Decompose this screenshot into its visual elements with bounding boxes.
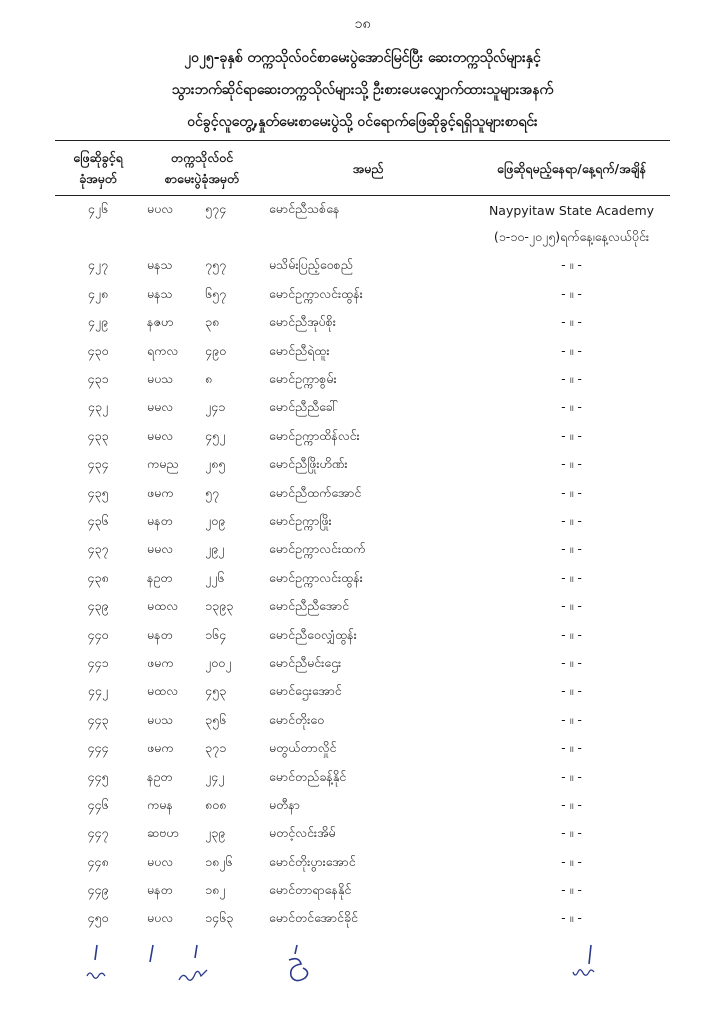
table-row	[55, 650, 670, 678]
exam-prefix-cell: ဖမက	[147, 740, 174, 756]
table-row	[55, 395, 670, 423]
document-title	[60, 42, 665, 138]
exam-number-cell: ၂၀၀၂	[205, 654, 232, 670]
exam-number-cell: ၂၉၂	[205, 541, 225, 557]
exam-prefix-cell: မပလ	[147, 853, 173, 869]
venue-cell: - ။ -	[561, 796, 582, 812]
exam-prefix-cell: မမလ	[147, 541, 174, 557]
table-row	[55, 679, 670, 707]
venue-cell: - ။ -	[561, 825, 582, 841]
title-line-2: သွားဘက်ဆိုင်ရာဆေးတက္ကသိုလ်များသို့ ဦးစားပေးလျှောက်ထားသူများအနက်	[171, 82, 554, 98]
exam-number-cell: ၂၃၉	[205, 825, 226, 841]
exam-prefix-cell: နဥတ	[147, 569, 173, 585]
venue-cell: - ။ -	[561, 768, 582, 784]
table-row	[55, 366, 670, 394]
seat-number-cell: ၄၄၈	[87, 853, 109, 869]
venue-cell: - ။ -	[561, 371, 582, 387]
exam-prefix-cell: ဆဗဟ	[147, 825, 179, 841]
seat-number-cell: ၄၄၄	[87, 740, 109, 756]
candidate-name-cell: မောင်ညီညီခေါ်	[269, 399, 339, 415]
table-row	[55, 310, 670, 338]
table-row	[55, 196, 670, 225]
venue-cell: - ။ -	[561, 626, 582, 642]
table-row	[55, 735, 670, 763]
table-row	[55, 281, 670, 309]
venue-cell: - ။ -	[561, 853, 582, 869]
venue-cell: - ။ -	[561, 569, 582, 585]
table-row	[55, 224, 670, 252]
seat-number-cell: ၄၂၆	[87, 200, 109, 216]
candidate-name-cell: မောင်တိုးဝေ	[269, 711, 325, 727]
venue-cell: (၁-၁၀-၂၀၂၅)ရက်နေ့၊နေ့လယ်ပိုင်း	[493, 229, 650, 245]
table-row	[55, 537, 670, 565]
seat-number-cell: ၄၄၂	[87, 683, 109, 699]
venue-cell: - ။ -	[561, 882, 582, 898]
venue-cell: - ။ -	[561, 598, 582, 614]
venue-cell: Naypyitaw State Academy	[488, 202, 655, 218]
venue-cell: - ။ -	[561, 512, 582, 528]
candidate-name-cell: မောင်တိုးပွားအောင်	[269, 853, 356, 869]
title-line-1: ၂၀၂၅-ခုနှစ် တက္ကသိုလ်ဝင်စာမေးပွဲအောင်မြင်ပြီး ဆေးတက္ကသိုလ်များနှင့်	[184, 50, 541, 66]
seat-number-cell: ၄၄၆	[87, 796, 109, 812]
initial-mark-1	[77, 942, 117, 988]
venue-cell: - ။ -	[561, 285, 582, 301]
exam-number-cell: ၁၆၄	[205, 626, 227, 642]
candidate-name-cell: မတီနာ	[269, 796, 300, 812]
seat-number-cell: ၄၃၃	[87, 427, 109, 443]
seat-number-cell: ၄၅၀	[87, 910, 109, 926]
exam-prefix-cell: ကမည	[147, 456, 179, 472]
candidate-name-cell: မောင်ဥက္ကာစွမ်း	[269, 371, 337, 387]
venue-cell: - ။ -	[561, 342, 582, 358]
candidate-name-cell: မောင်ညီညီအောင်	[269, 598, 350, 614]
table-row	[55, 764, 670, 792]
candidate-name-cell: မောင်ညီသစ်နေ	[269, 200, 340, 216]
candidate-name-cell: မောင်ဥက္ကာလင်းထွန်း	[269, 285, 363, 301]
exam-number-cell: ၇၅၇	[205, 257, 227, 273]
exam-number-cell: ၁၃၉၃	[205, 598, 234, 614]
exam-prefix-cell: မနသ	[147, 257, 173, 273]
exam-number-cell: ၃၈	[205, 314, 220, 330]
exam-prefix-cell: နဥတ	[147, 768, 173, 784]
exam-number-cell: ၁၈၂၆	[205, 853, 233, 869]
exam-number-cell: ၃၇၁	[205, 740, 227, 756]
venue-cell: - ။ -	[561, 711, 582, 727]
venue-cell: - ။ -	[561, 740, 582, 756]
seat-number-cell: ၄၄၀	[87, 626, 109, 642]
seat-number-cell	[55, 224, 141, 252]
candidate-name-cell: မောင်ညီထက်အောင်	[269, 484, 362, 500]
exam-prefix-cell: ဖမက	[147, 654, 174, 670]
exam-number-cell: ၆၅၇	[205, 285, 227, 301]
candidate-name-cell: မောင်တင်အောင်ခိုင်	[269, 910, 358, 926]
exam-number-cell: ၁၈၂	[205, 882, 226, 898]
venue-cell: - ။ -	[561, 541, 582, 557]
candidate-name-cell: မောင်တည်ခန့်နိုင်	[269, 768, 347, 784]
venue-cell: - ။ -	[561, 910, 582, 926]
candidate-name-cell: မောင်ညီဝေလျှံထွန်း	[269, 626, 357, 642]
initial-mark-3	[173, 942, 213, 988]
exam-number-cell: ၂၂၆	[205, 569, 225, 585]
seat-number-cell: ၄၃၄	[87, 456, 109, 472]
exam-prefix-cell	[141, 224, 191, 252]
table-row	[55, 906, 670, 934]
seat-number-cell: ၄၃၈	[87, 569, 109, 585]
exam-number-cell: ၄၅၂	[205, 427, 226, 443]
table-row	[55, 792, 670, 820]
exam-prefix-cell: မမလ	[147, 399, 174, 415]
exam-number-cell: ၂၄၁	[205, 399, 226, 415]
exam-number-cell: ၄၉၀	[205, 342, 227, 358]
table-row	[55, 423, 670, 451]
table-row	[55, 849, 670, 877]
exam-prefix-cell: ဖမက	[147, 484, 174, 500]
venue-cell: - ။ -	[561, 427, 582, 443]
exam-number-cell: ၂၀၉	[205, 512, 226, 528]
initial-mark-2	[131, 942, 171, 988]
page-number: ၁၈	[354, 16, 371, 32]
candidate-name-cell: မောင်ညီရဲထူး	[269, 342, 330, 358]
candidate-name-cell: မောင်ဥက္ကာထိန်လင်း	[269, 427, 360, 443]
candidate-name-cell: မောင်ဌေးအောင်	[269, 683, 342, 699]
exam-number-cell: ၈၀၈	[205, 796, 227, 812]
header-seat-number	[55, 141, 141, 196]
initial-mark-4	[277, 942, 317, 988]
exam-prefix-cell: မနသ	[147, 285, 173, 301]
seat-number-cell: ၄၄၇	[87, 825, 109, 841]
exam-prefix-cell: မထလ	[147, 683, 178, 699]
seat-number-cell: ၄၃၂	[87, 399, 109, 415]
exam-number-cell: ၅၇၄	[205, 200, 227, 216]
seat-number-cell: ၄၃၅	[87, 484, 109, 500]
table-row	[55, 480, 670, 508]
table-row	[55, 593, 670, 621]
venue-cell: - ။ -	[561, 257, 582, 273]
exam-number-cell: ၂၈၅	[205, 456, 226, 472]
seat-number-cell: ၄၂၈	[87, 285, 109, 301]
seat-number-cell: ၄၃၉	[87, 598, 109, 614]
seat-number-cell: ၄၃၀	[87, 342, 109, 358]
exam-prefix-cell: ရကလ	[147, 342, 179, 358]
seat-number-cell: ၄၂၉	[87, 314, 109, 330]
candidate-name-cell: မောင်ညီဖြိုးဟိဏ်း	[269, 456, 348, 472]
table-row	[55, 877, 670, 905]
venue-cell: - ။ -	[561, 683, 582, 699]
title-line-3: ဝင်ခွင့်လူတွေ့,နှုတ်မေးစာမေးပွဲသို့ ဝင်ရောက်ဖြေဆိုခွင့်ရရှိသူများစာရင်း	[187, 114, 538, 130]
header-venue: ဖြေဆိုရမည့်နေရာ/နေ့ရက်/အချိန်	[473, 141, 670, 196]
candidate-name-cell: မသိမ်းပြည့်ဝေစည်	[269, 257, 353, 273]
table-row	[55, 508, 670, 536]
table-row	[55, 338, 670, 366]
candidate-name-cell: မောင်ဥက္ကာလင်းထက်	[269, 541, 366, 557]
candidate-name-cell: မောင်ညီအုပ်စိုး	[269, 314, 336, 330]
header-exam-number-line-2: စာမေးပွဲခုံအမှတ်	[164, 171, 240, 186]
table-row	[55, 452, 670, 480]
candidate-name-cell: မတွယ်တာလှိုင်	[269, 740, 337, 756]
exam-number-cell: ၂၄၂	[205, 768, 225, 784]
exam-number-cell: ၃၅၆	[205, 711, 227, 727]
candidate-name-cell: မောင်ညီမင်းဌေး	[269, 654, 342, 670]
candidate-name-cell: မောင်တာရာနေနိုင်	[269, 882, 352, 898]
table-row	[55, 622, 670, 650]
venue-cell: - ။ -	[561, 399, 582, 415]
venue-cell: - ။ -	[561, 484, 582, 500]
exam-number-cell	[191, 224, 263, 252]
table-header-row	[55, 141, 670, 196]
seat-number-cell: ၄၄၉	[87, 882, 109, 898]
header-exam-number-line-1: တက္ကသိုလ်ဝင်	[170, 150, 234, 165]
exam-prefix-cell: မထလ	[147, 598, 178, 614]
exam-number-cell: ၁၄၆၃	[205, 910, 234, 926]
exam-prefix-cell: မနတ	[147, 626, 173, 642]
seat-number-cell: ၄၄၃	[87, 711, 109, 727]
exam-prefix-cell: မနတ	[147, 882, 173, 898]
exam-number-cell: ၈	[205, 371, 213, 387]
table-row	[55, 821, 670, 849]
signature-row	[55, 942, 670, 992]
venue-cell: - ။ -	[561, 314, 582, 330]
header-name: အမည်	[263, 141, 473, 196]
seat-number-cell: ၄၄၁	[87, 654, 109, 670]
initial-mark-5	[565, 942, 605, 988]
exam-number-cell: ၅၇	[205, 484, 220, 500]
exam-prefix-cell: မပလ	[147, 910, 173, 926]
candidate-name-cell: မတင့်လင်းအိမ်	[269, 825, 336, 841]
exam-prefix-cell: ကမန	[147, 796, 173, 812]
seat-number-cell: ၄၃၆	[87, 512, 109, 528]
seat-number-cell: ၄၄၅	[87, 768, 109, 784]
table-row	[55, 565, 670, 593]
venue-cell: - ။ -	[561, 654, 582, 670]
exam-prefix-cell: နဇဟ	[147, 314, 174, 330]
seat-number-cell: ၄၃၇	[87, 541, 109, 557]
exam-prefix-cell: မပလ	[147, 200, 173, 216]
exam-prefix-cell: မပသ	[147, 711, 174, 727]
candidate-name-cell: မောင်ဥက္ကာလင်းထွန်း	[269, 569, 363, 585]
candidate-name-cell	[263, 224, 473, 252]
venue-cell: - ။ -	[561, 456, 582, 472]
exam-prefix-cell: မပသ	[147, 371, 174, 387]
exam-number-cell: ၄၅၃	[205, 683, 227, 699]
header-seat-number-line-1: ဖြေဆိုခွင့်ရ	[73, 150, 123, 165]
exam-prefix-cell: မနတ	[147, 512, 173, 528]
candidate-name-cell: မောင်ဥက္ကာဖြိုး	[269, 512, 332, 528]
table-body	[55, 196, 670, 935]
exam-prefix-cell: မမလ	[147, 427, 174, 443]
seat-number-cell: ၄၃၁	[87, 371, 109, 387]
header-seat-number-line-2: ခုံအမှတ်	[79, 171, 117, 186]
seat-number-cell: ၄၂၇	[87, 257, 109, 273]
header-exam-number	[141, 141, 263, 196]
candidate-table	[55, 140, 670, 934]
table-row	[55, 707, 670, 735]
table-row	[55, 253, 670, 281]
